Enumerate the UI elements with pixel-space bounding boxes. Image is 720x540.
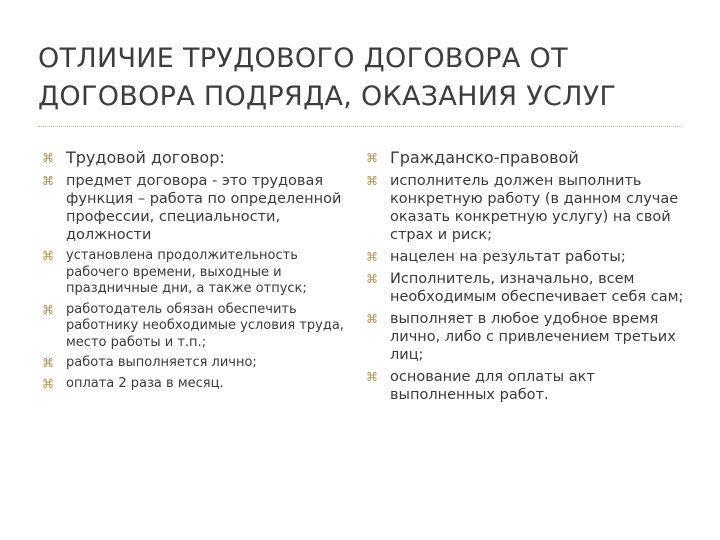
list-item-text: исполнитель должен выполнить конкретную работу (в данном случае оказать конкретную услугу) на свой страх и риск; — [390, 173, 679, 243]
bullet-icon: ⌘ — [42, 151, 54, 165]
list-item-text: предмет договора - это трудовая функция – работа по определенной профессии, специальности, должности — [66, 173, 342, 243]
slide-title: ОТЛИЧИЕ ТРУДОВОГО ДОГОВОРА ОТ ДОГОВОРА ПОДРЯДА, ОКАЗАНИЯ УСЛУГ — [38, 43, 617, 112]
bullet-icon: ⌘ — [366, 250, 378, 264]
bullet-icon: ⌘ — [366, 272, 378, 286]
list-item — [366, 148, 696, 168]
list-item-text: работодатель обязан обеспечить работнику необходимые условия труда, место работы и т.п.; — [66, 301, 344, 350]
list-item — [366, 172, 696, 244]
list-item-text: работа выполняется лично; — [66, 355, 257, 370]
list-item — [42, 302, 358, 352]
list-item-text: Трудовой договор: — [66, 148, 225, 167]
list-item-text: оплата 2 раза в месяц. — [66, 375, 224, 391]
bullet-icon: ⌘ — [42, 356, 54, 370]
right-column-list — [366, 148, 696, 404]
list-item — [42, 376, 358, 393]
bullet-icon: ⌘ — [42, 249, 54, 263]
list-item — [42, 355, 358, 372]
bullet-icon: ⌘ — [366, 312, 378, 326]
left-column-list — [42, 148, 358, 392]
bullet-icon: ⌘ — [42, 376, 54, 391]
bullet-icon: ⌘ — [366, 174, 378, 188]
list-item-text: основание для оплаты акт выполненных работ. — [390, 369, 595, 403]
list-item-text: Исполнитель, изначально, всем необходимым обеспечивает себя сам; — [390, 271, 684, 305]
bullet-icon: ⌘ — [366, 151, 378, 165]
list-item-text: установлена продолжительность рабочего времени, выходные и праздничные дни, а также отпуск; — [66, 248, 307, 296]
list-item — [366, 368, 696, 404]
list-item-text: Гражданско-правовой — [390, 148, 579, 167]
list-item — [366, 310, 696, 364]
list-item — [42, 172, 358, 244]
list-item — [366, 248, 696, 266]
list-item — [42, 248, 358, 298]
list-item-text: выполняет в любое удобное время лично, либо с привлечением третьих лиц; — [390, 311, 676, 363]
bullet-icon: ⌘ — [366, 370, 378, 384]
list-item — [42, 148, 358, 168]
list-item-text: нацелен на результат работы; — [390, 249, 626, 265]
bullet-icon: ⌘ — [42, 174, 54, 188]
bullet-icon: ⌘ — [42, 302, 54, 317]
title-divider — [38, 126, 682, 127]
list-item — [366, 270, 696, 306]
